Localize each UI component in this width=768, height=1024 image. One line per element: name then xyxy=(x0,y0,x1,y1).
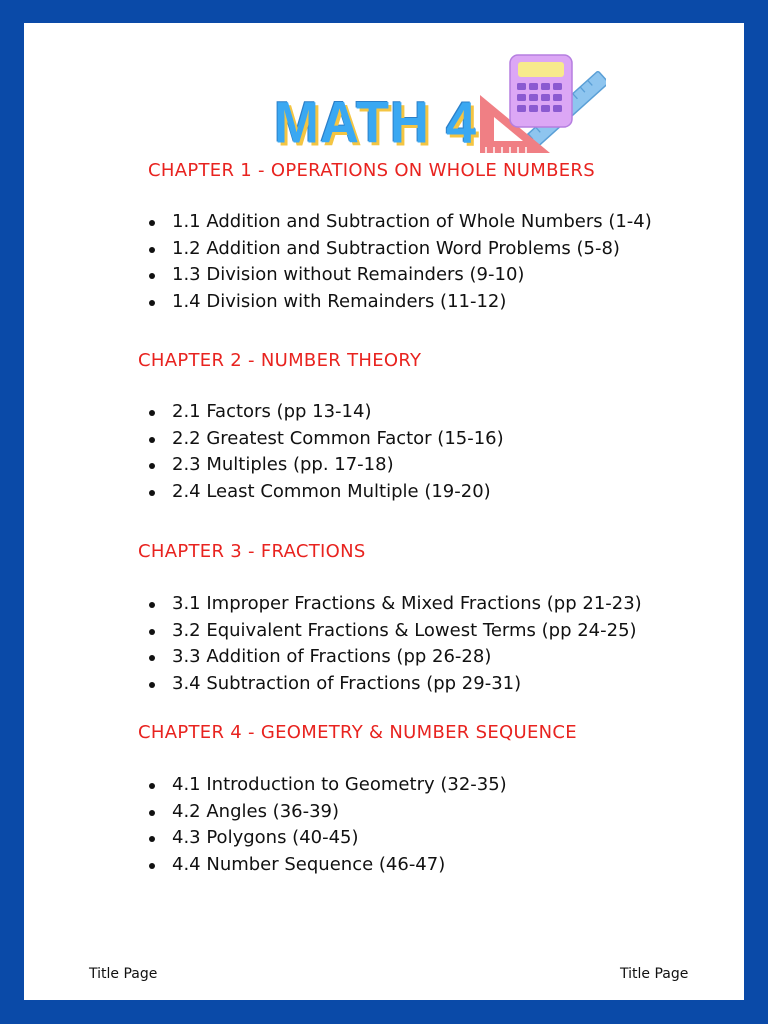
footer-right-label: Title Page xyxy=(620,966,689,982)
lesson-item: 1.4 Division with Remainders (11-12) xyxy=(148,289,652,316)
lesson-item: 3.4 Subtraction of Fractions (pp 29-31) xyxy=(148,671,642,698)
chapter-2-heading: CHAPTER 2 - NUMBER THEORY xyxy=(138,350,422,371)
lesson-item: 1.2 Addition and Subtraction Word Problems (5-8) xyxy=(148,236,652,263)
lesson-item: 3.1 Improper Fractions & Mixed Fractions (pp 21-23) xyxy=(148,591,642,618)
lesson-item: 2.1 Factors (pp 13-14) xyxy=(148,399,504,426)
chapter-3-heading: CHAPTER 3 - FRACTIONS xyxy=(138,541,366,562)
calculator-ruler-triangle-icon xyxy=(476,53,606,163)
lesson-item: 2.3 Multiples (pp. 17-18) xyxy=(148,452,504,479)
chapter-2-lessons xyxy=(148,399,504,505)
footer-left-label: Title Page xyxy=(89,966,158,982)
lesson-item: 4.2 Angles (36-39) xyxy=(148,799,507,826)
lesson-item: 1.3 Division without Remainders (9-10) xyxy=(148,262,652,289)
page-title: MATH 4 xyxy=(274,90,477,156)
lesson-item: 1.1 Addition and Subtraction of Whole Numbers (1-4) xyxy=(148,209,652,236)
lesson-item: 4.1 Introduction to Geometry (32-35) xyxy=(148,772,507,799)
chapter-1-lessons xyxy=(148,209,652,315)
lesson-item: 4.4 Number Sequence (46-47) xyxy=(148,852,507,879)
chapter-3-lessons xyxy=(148,591,642,697)
lesson-item: 3.2 Equivalent Fractions & Lowest Terms (pp 24-25) xyxy=(148,618,642,645)
page xyxy=(24,23,744,1000)
chapter-1-heading: CHAPTER 1 - OPERATIONS ON WHOLE NUMBERS xyxy=(148,160,595,181)
lesson-item: 4.3 Polygons (40-45) xyxy=(148,825,507,852)
chapter-4-heading: CHAPTER 4 - GEOMETRY & NUMBER SEQUENCE xyxy=(138,722,577,743)
lesson-item: 2.2 Greatest Common Factor (15-16) xyxy=(148,426,504,453)
chapter-4-lessons xyxy=(148,772,507,878)
lesson-item: 2.4 Least Common Multiple (19-20) xyxy=(148,479,504,506)
header xyxy=(24,53,744,163)
lesson-item: 3.3 Addition of Fractions (pp 26-28) xyxy=(148,644,642,671)
